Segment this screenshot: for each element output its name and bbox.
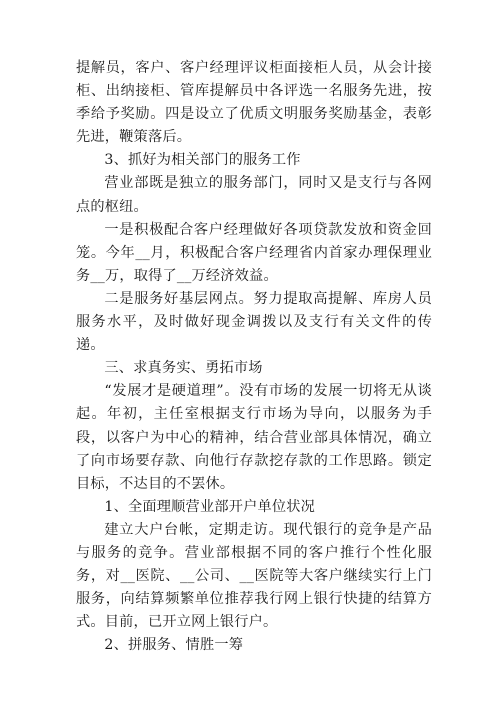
- subsection-heading-2: 2、拼服务、情胜一筹: [104, 637, 244, 654]
- subsection-heading-1: 1、全面理顺营业部开户单位状况: [104, 498, 316, 515]
- section-heading-three: 三、求真务实、勇拓市场: [104, 360, 263, 377]
- paragraph-p1: 提解员，客户、客户经理评议柜面接柜人员，从会计接柜、出纳接柜、管库提解员中各评选一名服务先进，按季给予奖励。四是设立了优质文明服务奖励基金，表彰先进，鞭策落后。: [76, 60, 432, 146]
- paragraph-p9: 建立大户台帐，定期走访。现代银行的竞争是产品与服务的竞争。营业部根据不同的客户推行个性化服务，对__医院、__公司、__医院等大客户继续实行上门服务，向结算频繁单位推荐我行网上银行快捷的结算方式。目前，已开立网上银行户。: [76, 521, 432, 631]
- subsection-heading-3: 3、抓好为相关部门的服务工作: [104, 152, 301, 169]
- paragraph-p3: 营业部既是独立的服务部门，同时又是支行与各网点的枢纽。: [76, 175, 432, 215]
- paragraph-p4: 一是积极配合客户经理做好各项贷款发放和资金回笼。今年__月，积极配合客户经理省内首家办理保理业务__万，取得了__万经济效益。: [76, 221, 432, 284]
- paragraph-p7: “发展才是硬道理”。没有市场的发展一切将无从谈起。年初，主任室根据支行市场为导向，以服务为手段，以客户为中心的精神，结合营业部具体情况，确立了向市场要存款、向他行存款挖存款的工作思路。锁定目标，不达目的不罢休。: [76, 383, 432, 492]
- paragraph-p5: 二是服务好基层网点。努力提取高提解、库房人员服务水平，及时做好现金调拨以及支行有关文件的传递。: [76, 290, 432, 354]
